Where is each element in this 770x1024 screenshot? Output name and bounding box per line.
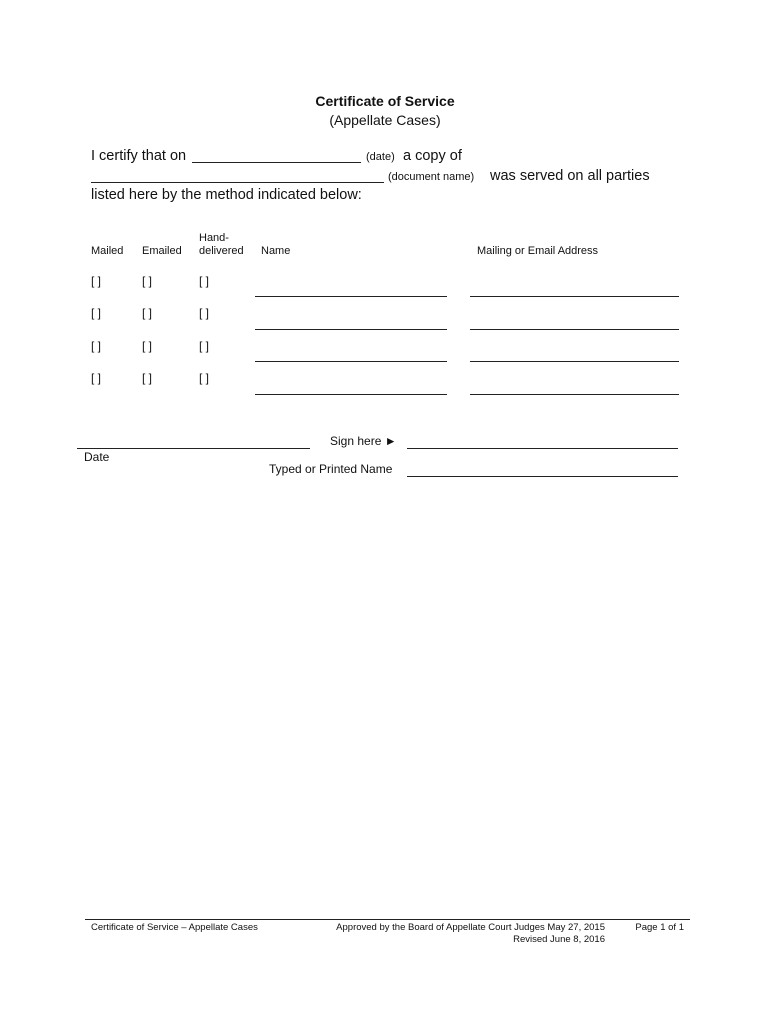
footer-revised: Revised June 8, 2016 [513,934,605,945]
header-hand-line2: delivered [199,245,244,257]
header-name: Name [261,245,291,257]
header-address: Mailing or Email Address [477,245,599,257]
row2-address-line[interactable] [470,329,679,330]
row1-emailed-checkbox[interactable]: [ ] [142,274,153,288]
row1-mailed-checkbox[interactable]: [ ] [91,274,102,288]
row1-hand-checkbox[interactable]: [ ] [199,274,210,288]
served-text: was served on all parties [490,168,650,184]
document-subtitle: (Appellate Cases) [329,112,441,128]
document-name-label: (document name) [388,171,475,183]
row3-address-line[interactable] [470,361,679,362]
method-text: listed here by the method indicated below: [91,187,362,203]
row3-name-line[interactable] [255,361,447,362]
row2-hand-checkbox[interactable]: [ ] [199,306,210,320]
row3-emailed-checkbox[interactable]: [ ] [142,339,153,353]
date-blank[interactable] [192,162,361,163]
document-title: Certificate of Service [315,93,455,109]
document-name-blank[interactable] [91,182,384,183]
signature-line[interactable] [407,448,678,449]
row4-address-line[interactable] [470,394,679,395]
row2-mailed-checkbox[interactable]: [ ] [91,306,102,320]
certify-text-end: a copy of [403,148,462,164]
header-hand-line1: Hand- [199,232,229,244]
header-mailed: Mailed [91,245,124,257]
row2-name-line[interactable] [255,329,447,330]
date-label: (date) [366,151,395,163]
printed-name-line[interactable] [407,476,678,477]
footer-divider [85,919,690,920]
certify-text-start: I certify that on [91,148,187,164]
row4-hand-checkbox[interactable]: [ ] [199,371,210,385]
row1-address-line[interactable] [470,296,679,297]
row1-name-line[interactable] [255,296,447,297]
row3-mailed-checkbox[interactable]: [ ] [91,339,102,353]
row2-emailed-checkbox[interactable]: [ ] [142,306,153,320]
row3-hand-checkbox[interactable]: [ ] [199,339,210,353]
date-signature-label: Date [84,450,110,464]
footer-page-number: Page 1 of 1 [635,922,684,933]
row4-emailed-checkbox[interactable]: [ ] [142,371,153,385]
footer-left: Certificate of Service – Appellate Cases [91,922,258,933]
row4-name-line[interactable] [255,394,447,395]
footer-approved: Approved by the Board of Appellate Court Judges May 27, 2015 [336,922,605,933]
row4-mailed-checkbox[interactable]: [ ] [91,371,102,385]
printed-name-label: Typed or Printed Name [269,462,393,476]
header-emailed: Emailed [142,245,182,257]
date-signature-line[interactable] [77,448,310,449]
sign-here-label: Sign here ► [330,434,397,448]
